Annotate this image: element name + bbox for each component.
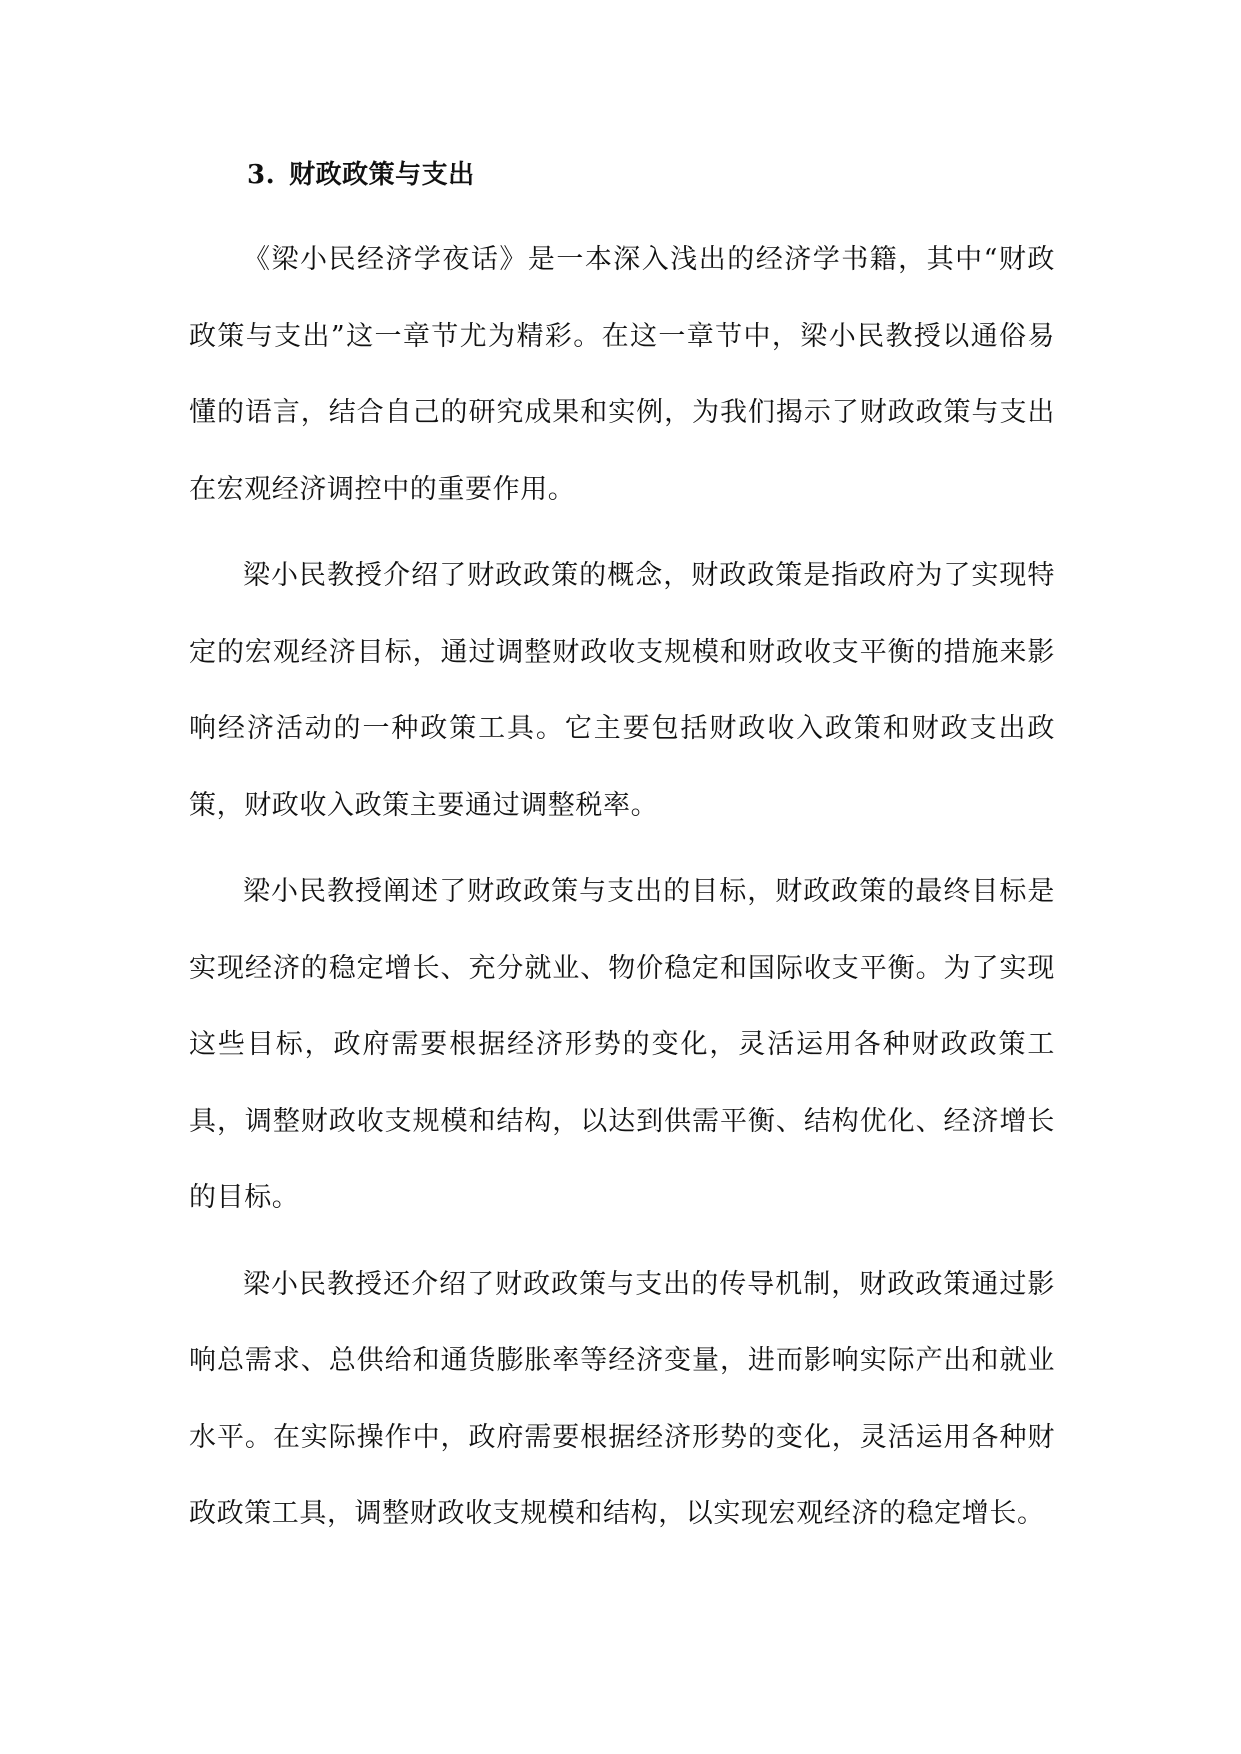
paragraph-goals: 梁小民教授阐述了财政政策与支出的目标，财政政策的最终目标是实现经济的稳定增长、充分就业、物价稳定和国际收支平衡。为了实现这些目标，政府需要根据经济形势的变化，灵活运用各种财政政策工具，调整财政收支规模和结构，以达到供需平衡、结构优化、经济增长的目标。 (189, 876, 1055, 1213)
paragraph-concept: 梁小民教授介绍了财政政策的概念，财政政策是指政府为了实现特定的宏观经济目标，通过调整财政收支规模和财政收支平衡的措施来影响经济活动的一种政策工具。它主要包括财政收入政策和财政支出政策，财政收入政策主要通过调整税率。 (189, 560, 1055, 821)
document-body (189, 146, 1055, 1563)
section-number: 3. (247, 160, 276, 190)
paragraph-mechanism: 梁小民教授还介绍了财政政策与支出的传导机制，财政政策通过影响总需求、总供给和通货膨胀率等经济变量，进而影响实际产出和就业水平。在实际操作中，政府需要根据经济形势的变化，灵活运用各种财政政策工具，调整财政收支规模和结构，以实现宏观经济的稳定增长。 (189, 1268, 1055, 1529)
section-title: 财政政策与支出 (289, 160, 475, 190)
section-heading (189, 146, 1055, 204)
paragraph-intro: 《梁小民经济学夜话》是一本深入浅出的经济学书籍，其中“财政政策与支出”这一章节尤为精彩。在这一章节中，梁小民教授以通俗易懂的语言，结合自己的研究成果和实例，为我们揭示了财政政策与支出在宏观经济调控中的重要作用。 (189, 244, 1055, 505)
